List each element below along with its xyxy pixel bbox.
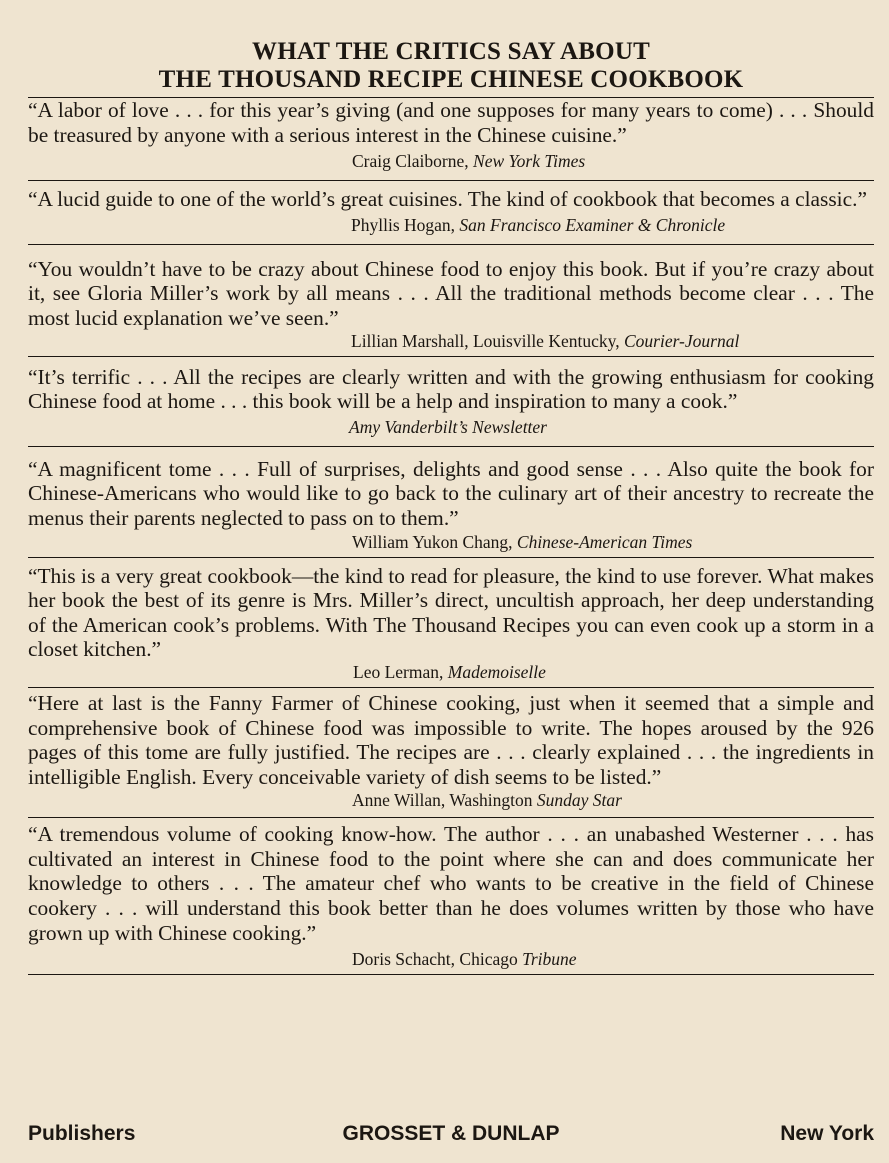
critics-page	[28, 38, 874, 975]
review-publication: Amy Vanderbilt’s Newsletter	[349, 416, 547, 437]
title-line-2: THE THOUSAND RECIPE CHINESE COOKBOOK	[158, 66, 744, 93]
divider	[28, 974, 874, 975]
review-author: Anne Willan, Washington	[352, 790, 537, 811]
footer-publishers-label: Publishers	[28, 1122, 136, 1145]
review-quote: “A tremendous volume of cooking know-how. The author . . . an unabashed Westerner . . . has cultivated an interest in Chinese food to the point where she can and does communicate her knowledge to others . . . The amateur chef who wants to be creative in the field of Chinese cookery . . . will understand this book better than he does volumes written by those who have grown up with Chinese cooking.”	[28, 822, 874, 945]
review-author: Leo Lerman,	[353, 661, 448, 682]
review-publication: Sunday Star	[536, 790, 622, 811]
review-quote: “A magnificent tome . . . Full of surprises, delights and good sense . . . Also quite the book for Chinese-Americans who would like to go back to the culinary art of their ancestry to recreate the menus their parents neglected to pass on to them.”	[28, 456, 874, 530]
review-publication: San Francisco Examiner & Chronicle	[459, 214, 726, 235]
review-author: Doris Schacht, Chicago	[352, 949, 523, 970]
review-1	[28, 98, 874, 172]
review-8	[28, 818, 874, 970]
review-quote: “You wouldn’t have to be crazy about Chinese food to enjoy this book. But if you’re crazy about it, see Gloria Miller’s work by all means . . . All the traditional methods become clear . . . The most lucid explanation we’ve seen.”	[28, 256, 874, 330]
review-author: William Yukon Chang,	[352, 531, 517, 552]
review-author: Craig Claiborne,	[352, 151, 474, 172]
review-attribution	[28, 330, 874, 352]
title-line-1: WHAT THE CRITICS SAY ABOUT	[252, 38, 650, 65]
review-2	[28, 181, 874, 236]
review-attribution	[28, 214, 874, 236]
review-quote: “Here at last is the Fanny Farmer of Chinese cooking, just when it seemed that a simple and comprehensive book of Chinese food was impossible to write. The hopes aroused by the 926 pages of this tome are fully justified. The recipes are . . . clearly explained . . . the ingredients in intelligible English. Every conceivable variety of dish seems to be listed.”	[28, 690, 874, 789]
review-6	[28, 558, 874, 683]
review-quote: “This is a very great cookbook—the kind to read for pleasure, the kind to use forever. What makes her book the best of its genre is Mrs. Miller’s direct, uncultish approach, her deep understanding of the American cook’s problems. With The Thousand Recipes you can even cook up a storm in a closet kitchen.”	[28, 563, 874, 662]
review-quote: “A lucid guide to one of the world’s great cuisines. The kind of cookbook that becomes a classic.”	[28, 187, 867, 212]
review-quote: “It’s terrific . . . All the recipes are clearly written and with the growing enthusiasm for cooking Chinese food at home . . . this book will be a help and inspiration to many a cook.”	[28, 364, 874, 414]
review-attribution	[28, 416, 874, 438]
page-title	[28, 38, 874, 94]
review-author: Lillian Marshall, Louisville Kentucky,	[351, 330, 624, 351]
review-publication: Courier-Journal	[623, 330, 740, 351]
footer-city: New York	[780, 1122, 874, 1145]
review-3	[28, 245, 874, 352]
review-author: Phyllis Hogan,	[351, 214, 460, 235]
review-publication: New York Times	[473, 151, 586, 172]
review-publication: Chinese-American Times	[516, 531, 693, 552]
footer-publisher-name: GROSSET & DUNLAP	[342, 1122, 560, 1145]
review-quote: “A labor of love . . . for this year’s giving (and one supposes for many years to come) . . . Should be treasured by anyone with a serious interest in the Chinese cuisine.”	[28, 98, 874, 147]
review-4	[28, 357, 874, 438]
review-publication: Mademoiselle	[447, 661, 546, 682]
review-publication: Tribune	[522, 949, 577, 970]
review-attribution	[28, 948, 874, 970]
review-attribution	[28, 531, 874, 553]
publisher-footer	[28, 1121, 874, 1147]
review-attribution	[28, 789, 874, 811]
review-attribution	[28, 150, 874, 172]
review-5	[28, 447, 874, 553]
review-attribution	[28, 661, 874, 683]
review-7	[28, 688, 874, 811]
